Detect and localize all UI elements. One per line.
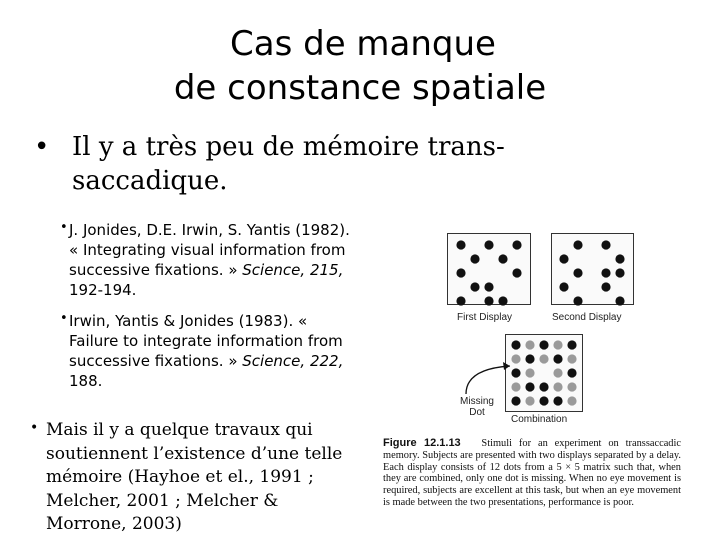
- reference-authors: Irwin, Yantis & Jonides (1983). « Failure to integrate information from successive fixations. »: [69, 312, 343, 370]
- reference-pages: 188.: [69, 372, 103, 390]
- bullet-marker: •: [60, 311, 68, 326]
- figure-caption: [383, 438, 681, 509]
- main-bullet-text: Il y a très peu de mémoire trans-saccadique.: [72, 132, 505, 196]
- slide-title: [0, 22, 720, 110]
- reference-pages: 192-194.: [69, 281, 137, 299]
- reference-item: [60, 311, 360, 391]
- main-bullet: [34, 130, 594, 198]
- combination-panel: [505, 334, 583, 412]
- bullet-marker: •: [60, 220, 68, 235]
- reference-text: [69, 311, 360, 391]
- missing-dot-label: Missing Dot: [460, 396, 494, 418]
- title-line-2: de constance spatiale: [173, 68, 547, 108]
- bullet-marker: •: [34, 132, 50, 162]
- second-bullet: [30, 419, 360, 537]
- reference-authors: J. Jonides, D.E. Irwin, S. Yantis (1982). « Integrating visual information from successive fixations. »: [69, 221, 350, 279]
- reference-item: [60, 220, 360, 300]
- caption-label: Figure 12.1.13: [383, 437, 461, 449]
- second-display-label: Second Display: [552, 312, 622, 323]
- reference-text: [69, 220, 360, 300]
- first-display-label: First Display: [457, 312, 513, 323]
- combination-label: Combination: [511, 414, 568, 425]
- second-bullet-text: Mais il y a quelque travaux qui soutiennent l’existence d’une telle mémoire (Hayhoe et el., 1991 ; Melcher, 2001 ; Melcher & Morrone, 2003): [46, 420, 343, 534]
- caption-text: Stimuli for an experiment on transsaccadic memory. Subjects are presented with two displays separated by a delay. Each display consists of 12 dots from a 5 × 5 matrix such that, when they are combined, only one dot is missing. When no eye movement is required, subjects are excellent at this task, but when an eye movement is made between the two presentations, performance is poor.: [383, 438, 682, 508]
- title-line-1: Cas de manque: [230, 24, 496, 64]
- arrow-icon: [466, 366, 510, 394]
- first-display-panel: [447, 233, 531, 305]
- reference-journal: Science, 222,: [242, 352, 344, 370]
- bullet-marker: •: [30, 420, 39, 436]
- reference-journal: Science, 215,: [242, 261, 344, 279]
- second-display-panel: [551, 233, 634, 305]
